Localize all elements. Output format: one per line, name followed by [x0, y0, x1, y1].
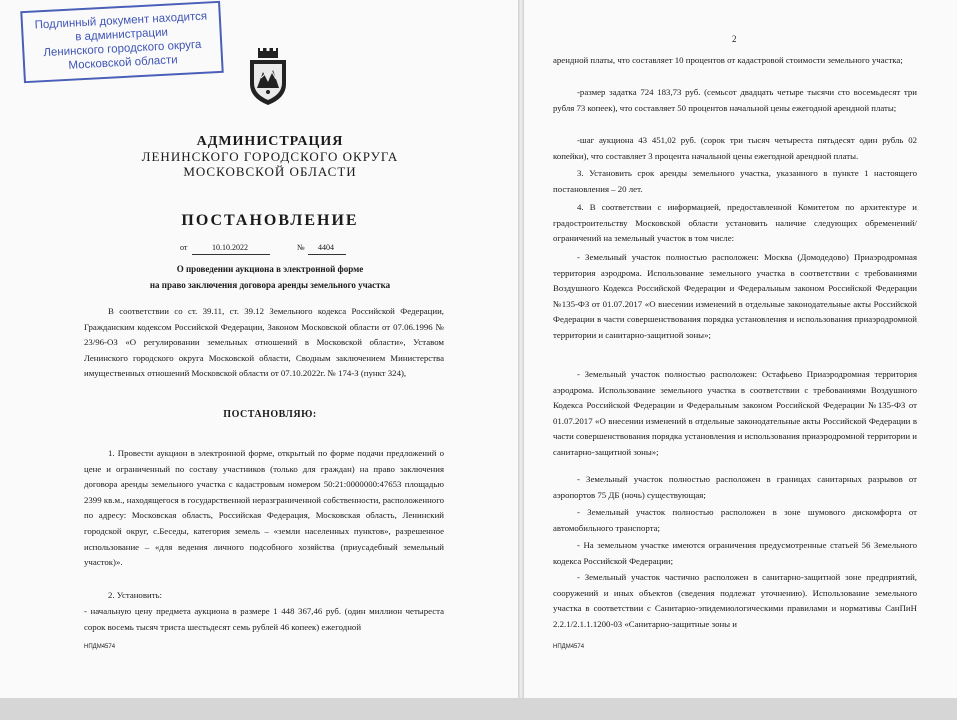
restriction-ostafyevo: - Земельный участок полностью расположен: Остафьево Приаэродромная территория аэродрома. Использование земельного участка в соответствии с требованиями Воздушного Кодекса Российской Федерации и Федеральным законом Российской Федерации №135-ФЗ от 01.07.2017 «О внесении изменений в отдельные законодательные акты Российской Федерации в части совершенствования порядка установления и использования приаэродромной территории и санитарно-защитной зоны»; [553, 369, 917, 457]
document-number: 4404 [318, 243, 334, 252]
clause-2: 2. Установить: [108, 590, 162, 600]
restriction-article-56: - На земельном участке имеются ограничения предусмотренные статьей 56 Земельного кодекса Российской Федерации; [553, 540, 917, 566]
document-code-left: НПДМ4574 [84, 644, 116, 650]
number-label: № [297, 243, 305, 252]
restriction-sanitary-zone: - Земельный участок частично расположен в санитарно-защитной зоне предприятий, сооружений и иных объектов (сведения подлежат уточнению). Использование земельного участка в соответствии с Санитарно-эпидемиологическими правилами и нормативы СанПиН 2.2.1/2.1.1.1200-03 «Санитарно-защитные зоны и [553, 572, 917, 629]
date-from-label: от [180, 243, 188, 252]
subject-line2: на право заключения договора аренды земельного участка [149, 280, 391, 290]
document-type-title: ПОСТАНОВЛЕНИЕ [181, 212, 359, 229]
subject-line1: О проведении аукциона в электронной форме [176, 264, 364, 274]
org-name-line1: АДМИНИСТРАЦИЯ [196, 134, 344, 149]
clause-2-price: - начальную цену предмета аукциона в размере 1 448 367,46 руб. (один миллион четыреста сорок восемь тысяч триста шестьдесят семь рублей 46 копеек) ежегодной [84, 606, 444, 632]
restriction-noise-zone: - Земельный участок полностью расположен в зоне шумового дискомфорта от автомобильного транспорта; [553, 507, 917, 533]
coat-of-arms-icon [246, 48, 290, 106]
date-underline [192, 254, 270, 255]
org-name-line3: МОСКОВСКОЙ ОБЛАСТИ [183, 164, 357, 179]
page-gutter [518, 0, 524, 698]
document-code-right: НПДМ4574 [553, 644, 585, 650]
page-number: 2 [732, 34, 737, 44]
clause-1: 1. Провести аукцион в электронной форме, открытый по форме подачи предложений о цене и ограниченный по составу участников (только для граждан) на право заключения договора аренды земельного участка с кадастровым номером 50:21:0000000:47653 площадью 2399 кв.м., находящегося в государственной неразграниченной собственности, расположенного по адресу: Московская область, Российская Федерация, Московская область, Ленинский городской округ, с.Беседы, категория земель – «земли населенных пунктов», разрешенное использование – «для ведения личного подсобного хозяйства (приусадебный земельный участок)». [84, 448, 444, 568]
number-underline [308, 254, 346, 255]
deposit-text: -размер задатка 724 183,73 руб. (семьсот двадцать четыре тысячи сто восемьдесят три рубля 73 копеек), что составляет 50 процентов начальной цены ежегодной арендной платы; [553, 87, 917, 113]
auction-step-text: -шаг аукциона 43 451,02 руб. (сорок три тысяч четыреста пятьдесят один рубль 02 копейки), что составляет 3 процента начальной цены ежегодной арендной платы. [553, 135, 917, 161]
original-document-stamp [20, 1, 223, 83]
restriction-sanitary-gaps: - Земельный участок полностью расположен в границах санитарных разрывов от аэропортов 75 ДБ (ночь) существующая; [553, 474, 917, 500]
intro-paragraph: В соответствии со ст. 39.11, ст. 39.12 Земельного кодекса Российской Федерации, Гражданским кодексом Российской Федерации, Законом Московской области от 07.06.1996 № 23/96-ОЗ «О регулировании земельных отношений в Московской области», Уставом Ленинского городского округа Московской области, Сводным заключением Министерства имущественных отношений Московской области от 07.10.2022г. № 174-З (пункт 324), [84, 306, 444, 379]
resolve-heading: ПОСТАНОВЛЯЮ: [223, 409, 317, 420]
scan-bottom-edge [0, 698, 957, 720]
org-name-line2: ЛЕНИНСКОГО ГОРОДСКОГО ОКРУГА [141, 149, 399, 164]
clause-3: 3. Установить срок аренды земельного участка, указанного в пункте 1 настоящего постановления – 20 лет. [553, 168, 917, 194]
stamp-line: Подлинный документ находится [34, 10, 208, 32]
clause-4: 4. В соответствии с информацией, предоставленной Комитетом по архитектуре и градостроительству Московской области установить наличие следующих обременений/ограничений на земельный участок в том числе: [553, 202, 917, 244]
document-date: 10.10.2022 [212, 243, 248, 252]
rent-percent-text: арендной платы, что составляет 10 процентов от кадастровой стоимости земельного участка; [553, 55, 903, 65]
stamp-line: Ленинского городского округа [43, 38, 202, 60]
restriction-domodedovo: - Земельный участок полностью расположен: Москва (Домодедово) Приаэродромная территория аэродрома. Использование земельного участка в соответствии с требованиями Воздушного Кодекса Российской Федерации и Федеральным законом Российской Федерации №135-ФЗ от 01.07.2017 «О внесении изменений в отдельные законодательные акты Российской Федерации в части совершенствования порядка установления и использования приаэродромной территории и санитарно-защитной зоны»; [553, 252, 917, 340]
stamp-line: Московской области [68, 54, 179, 72]
stamp-line: в администрации [74, 26, 169, 44]
